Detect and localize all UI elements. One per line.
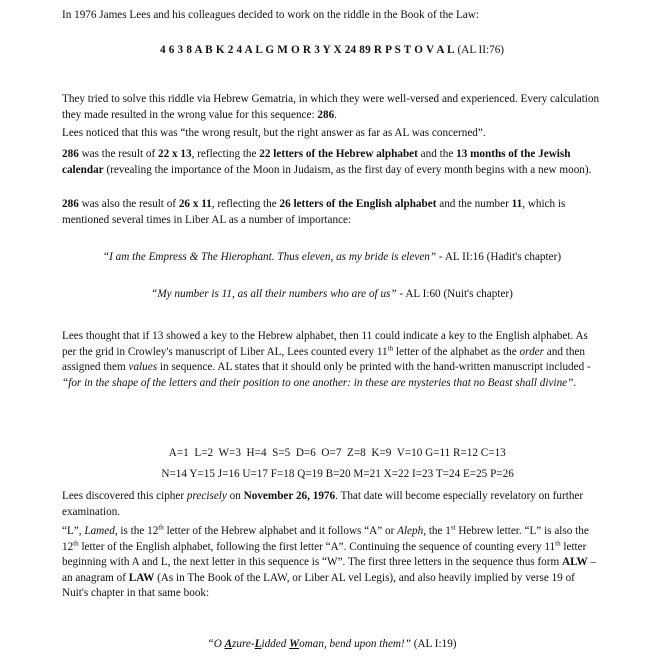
english-t1: was also the result of xyxy=(78,198,179,210)
hebrew-t4: (revealing the importance of the Moon in Judaism, as the first day of every month begins with a new moon). xyxy=(103,163,592,176)
lamed-t7: letter beginning with A and L, the next letter in this sequence is “W”. The first three letters in the sequence thus form xyxy=(62,540,587,569)
lamed-sup4: th xyxy=(555,538,561,547)
hebrew-paragraph xyxy=(62,147,602,178)
final-quote xyxy=(62,637,602,653)
final-q3: idded xyxy=(261,638,290,650)
lamed-t5: Hebrew letter. “L” is also the 12 xyxy=(62,525,589,553)
cipher-t4: in sequence. AL states that it should only be printed with the hand-written manuscript included - xyxy=(157,361,591,374)
cipher-line-2-text: N=14 Y=15 J=16 U=17 F=18 Q=19 B=20 M=21 X=22 I=23 T=24 E=25 P=26 xyxy=(161,467,514,480)
gematria-end: . xyxy=(334,108,337,121)
riddle-code: 4 6 3 8 A B K 2 4 A L G M O R 3 Y X 24 89 R P S T O V A L xyxy=(159,44,455,56)
final-q2: zure- xyxy=(232,638,255,650)
lamed-sup3: th xyxy=(73,538,79,547)
hebrew-b2: 22 x 13 xyxy=(158,148,192,160)
final-ref: (AL I:19) xyxy=(410,638,457,650)
english-paragraph xyxy=(62,197,602,228)
lamed-paragraph xyxy=(62,524,602,602)
english-t4: , which is mentioned several times in Liber AL as a number of importance: xyxy=(62,198,566,226)
discovery-t1: Lees discovered this cipher xyxy=(62,490,187,502)
hebrew-b4: 13 months of the Jewish calendar xyxy=(62,148,571,176)
english-t3: and the number xyxy=(436,198,512,210)
lamed-i2: Aleph xyxy=(397,525,424,537)
lamed-i1: Lamed xyxy=(84,525,115,537)
lamed-t4: , the 1 xyxy=(423,525,451,537)
discovery-t3: . That date will become especially revelatory on further examination. xyxy=(62,490,584,518)
quote-nuit-text: “My number is 11, as all their numbers who are of us” xyxy=(151,288,397,300)
lamed-t2: , is the 12 xyxy=(114,525,159,537)
cipher-t1: Lees thought that if 13 showed a key to the Hebrew alphabet, then 11 could indicate a key to the English alphabet. As per the grid in Crowley's manuscript of Liber AL, Lees counted every 11 xyxy=(62,330,588,358)
lamed-t9: (As in The Book of the LAW, or Liber AL vel Legis), and also heavily implied by verse 19 of Nuit's chapter in that same book: xyxy=(62,571,575,600)
lamed-sup2: st xyxy=(450,523,456,532)
english-b4: 11 xyxy=(511,198,523,210)
cipher-line-1-text: A=1 L=2 W=3 H=4 S=5 D=6 O=7 Z=8 K=9 V=10 G=11 R=12 C=13 xyxy=(168,446,506,459)
quote-hadit-text: “I am the Empress & The Hierophant. Thus eleven, as my bride is eleven” xyxy=(102,251,437,263)
cipher-i1: order xyxy=(519,345,544,358)
cipher-t3: and then assigned them xyxy=(62,345,585,374)
quote-nuit-ref: - AL I:60 (Nuit's chapter) xyxy=(396,288,513,300)
cipher-t5: . xyxy=(573,376,577,389)
quote-hadit-ref: - AL II:16 (Hadit's chapter) xyxy=(436,251,562,263)
hebrew-t1: was the result of xyxy=(78,148,159,160)
intro-text: In 1976 James Lees and his colleagues decided to work on the riddle in the Book of the Law: xyxy=(62,9,479,21)
english-b2: 26 x 11 xyxy=(178,198,212,210)
quote-hadit xyxy=(80,250,584,266)
intro-paragraph xyxy=(62,8,602,24)
riddle-ref: (AL II:76) xyxy=(454,44,505,56)
discovery-paragraph xyxy=(62,489,602,520)
discovery-i1: precisely xyxy=(186,490,227,502)
final-w: W xyxy=(289,638,300,650)
english-t2: , reflecting the xyxy=(211,198,280,210)
final-a: A xyxy=(224,638,233,650)
final-l: L xyxy=(254,638,262,650)
lamed-t1: “L”, xyxy=(62,525,85,537)
cipher-i2: values xyxy=(128,361,158,374)
hebrew-t3: and the xyxy=(417,148,457,160)
riddle-sequence xyxy=(62,43,602,59)
cipher-method-paragraph xyxy=(62,329,602,391)
quote-nuit xyxy=(62,287,602,303)
gematria-text: They tried to solve this riddle via Hebrew Gematria, in which they were well-versed and experienced. Every calculation they made resulted in the wrong value for this sequence: xyxy=(62,93,600,121)
lamed-alw: ALW xyxy=(561,556,588,569)
final-q1: “O xyxy=(207,638,225,650)
hebrew-t2: , reflecting the xyxy=(191,148,260,160)
cipher-sup1: th xyxy=(387,343,394,352)
lamed-t6: letter of the English alphabet, following the first letter “A”. Continuing the sequence of counting every 11 xyxy=(78,540,556,553)
lamed-t3: letter of the Hebrew alphabet and it follows “A” or xyxy=(163,525,398,537)
hebrew-b1: 286 xyxy=(62,148,79,160)
cipher-t2: letter of the alphabet as the xyxy=(393,345,520,358)
lees-noticed-text: Lees noticed that this was “the wrong result, but the right answer as far as AL was concerned”. xyxy=(62,127,486,139)
lamed-t8: – an anagram of xyxy=(62,556,597,584)
hebrew-b3: 22 letters of the Hebrew alphabet xyxy=(259,148,418,160)
cipher-i3: “for in the shape of the letters and their position to one another: in these are mysteries that no Beast shall divine” xyxy=(62,376,574,389)
lees-noticed-paragraph xyxy=(62,126,602,142)
lamed-law: LAW xyxy=(128,571,155,584)
gematria-paragraph xyxy=(62,92,602,123)
english-b1: 286 xyxy=(62,198,79,210)
discovery-t2: on xyxy=(226,490,244,502)
final-q4: oman, bend upon them!” xyxy=(299,638,411,650)
discovery-date: November 26, 1976 xyxy=(243,490,336,502)
gematria-result: 286 xyxy=(317,108,335,121)
lamed-sup1: th xyxy=(158,523,164,532)
english-b3: 26 letters of the English alphabet xyxy=(279,198,437,210)
